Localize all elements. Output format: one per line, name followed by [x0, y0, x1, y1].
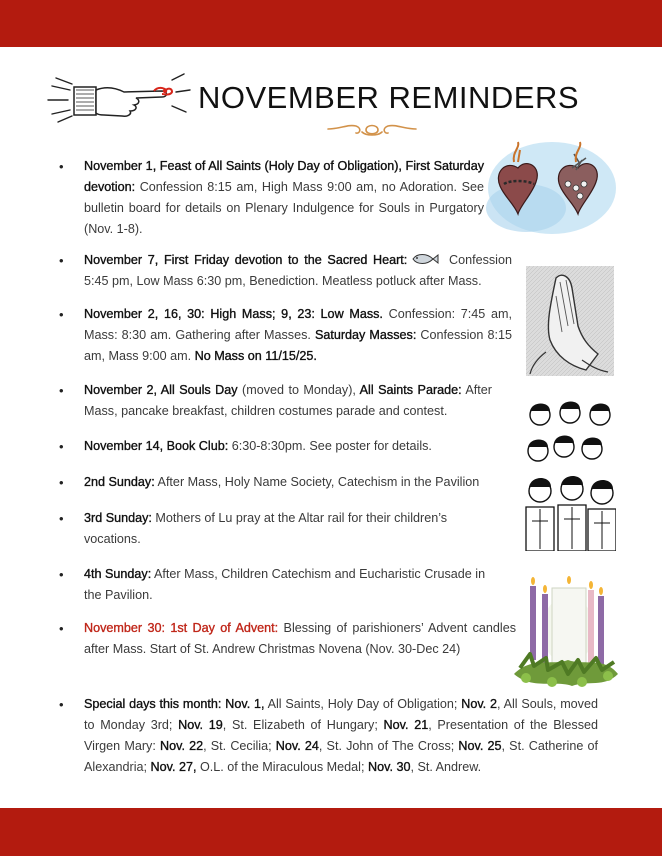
bottom-banner — [0, 808, 662, 856]
special-text: , St. John of The Cross; — [318, 739, 459, 753]
list-item — [60, 472, 512, 493]
special-text: , St. Cecilia; — [203, 739, 276, 753]
list-item — [60, 250, 512, 292]
special-date: Nov. 21 — [383, 718, 429, 732]
item-text: After Mass, pancake breakfast, children costumes parade and contest. — [84, 383, 493, 418]
list-item — [60, 508, 484, 550]
special-date: Nov. 24 — [275, 739, 319, 753]
item-text: (moved to Monday), — [237, 383, 360, 397]
special-text: , St. Catherine of Alexandria; — [84, 739, 598, 774]
page-title: NOVEMBER REMINDERS — [198, 80, 580, 115]
list-item — [60, 156, 484, 240]
list-item — [60, 564, 494, 606]
special-text: , St. Elizabeth of Hungary; — [222, 718, 384, 732]
list-item — [60, 304, 512, 367]
item-heading: No Mass on 11/15/25. — [194, 349, 317, 363]
special-date: Nov. 1, — [225, 697, 265, 711]
list-item — [60, 618, 516, 660]
item-heading: 3rd Sunday: — [84, 511, 152, 525]
item-text: After Mass, Holy Name Society, Catechism in the Pavilion — [154, 475, 480, 489]
item-heading: 4th Sunday: — [84, 567, 152, 581]
ornament-flourish-icon — [326, 120, 418, 138]
special-days-item — [60, 694, 598, 778]
item-text: Confession 8:15 am, High Mass 9:00 am, no Adoration. See bulletin board for details on Plenary Indulgence for Souls in Purgatory (Nov. 1-8). — [84, 180, 484, 236]
special-text: , St. Andrew. — [410, 760, 482, 774]
item-heading: November 1, Feast of All Saints (Holy Day of Obligation), First Saturday devotion: — [84, 159, 484, 194]
bullet: • — [59, 511, 64, 526]
special-days-label: Special days this month: — [84, 697, 222, 711]
special-text: , All Souls, moved to Monday 3rd; — [84, 697, 598, 732]
pointing-hand-icon — [44, 70, 194, 132]
item-heading: November 7, First Friday devotion to the Sacred Heart: — [84, 253, 408, 267]
top-banner — [0, 0, 662, 47]
item-heading: November 2, 16, 30: High Mass; 9, 23: Low Mass. — [84, 307, 383, 321]
item-text: Blessing of parishioners’ Advent candles after Mass. Start of St. Andrew Christmas Novena (Nov. 30-Dec 24) — [84, 621, 516, 656]
special-date: Nov. 25 — [458, 739, 502, 753]
special-date: Nov. 22 — [159, 739, 204, 753]
item-heading: All Saints Parade: — [359, 383, 462, 397]
advent-heading: November 30: 1st Day of Advent: — [84, 621, 279, 635]
list-item — [60, 436, 512, 457]
bullet: • — [59, 307, 64, 322]
sacred-hearts-image — [486, 138, 620, 240]
special-date: Nov. 27, — [150, 760, 197, 774]
fish-icon — [411, 253, 439, 265]
special-date: Nov. 2 — [461, 697, 497, 711]
bullet: • — [59, 159, 64, 174]
bullet: • — [59, 475, 64, 490]
bullet: • — [59, 383, 64, 398]
special-date: Nov. 30 — [367, 760, 411, 774]
item-text: Confession 5:45 pm, Low Mass 6:30 pm, Benediction. Meatless potluck after Mass. — [84, 253, 512, 288]
item-heading: 2nd Sunday: — [84, 475, 155, 489]
item-text: Confession: 7:45 am, Mass: 8:30 am. Gathering after Masses. — [84, 307, 512, 342]
bullet: • — [59, 253, 64, 268]
special-date: Nov. 19 — [178, 718, 223, 732]
bullet: • — [59, 439, 64, 454]
item-heading: November 14, Book Club: — [84, 439, 229, 453]
saints-children-image — [524, 397, 616, 551]
special-text: O.L. of the Miraculous Medal; — [196, 760, 368, 774]
bullet: • — [59, 621, 64, 636]
item-text: Mothers of Lu pray at the Altar rail for their children’s vocations. — [84, 511, 448, 546]
item-text: Confession 8:15 am, Mass 9:00 am. — [84, 328, 512, 363]
item-heading: Saturday Masses: — [314, 328, 417, 342]
praying-hands-image — [526, 266, 614, 376]
bullet: • — [59, 567, 64, 582]
bullet: • — [59, 697, 64, 712]
special-text: All Saints, Holy Day of Obligation; — [264, 697, 458, 711]
special-text: , Presentation of the Blessed Virgen Mary: — [84, 718, 599, 753]
item-text: 6:30-8:30pm. See poster for details. — [228, 439, 432, 453]
list-item — [60, 380, 492, 422]
item-heading: November 2, All Souls Day — [84, 383, 238, 397]
item-text: After Mass, Children Catechism and Eucharistic Crusade in the Pavilion. — [84, 567, 486, 602]
advent-wreath-image — [512, 570, 620, 700]
